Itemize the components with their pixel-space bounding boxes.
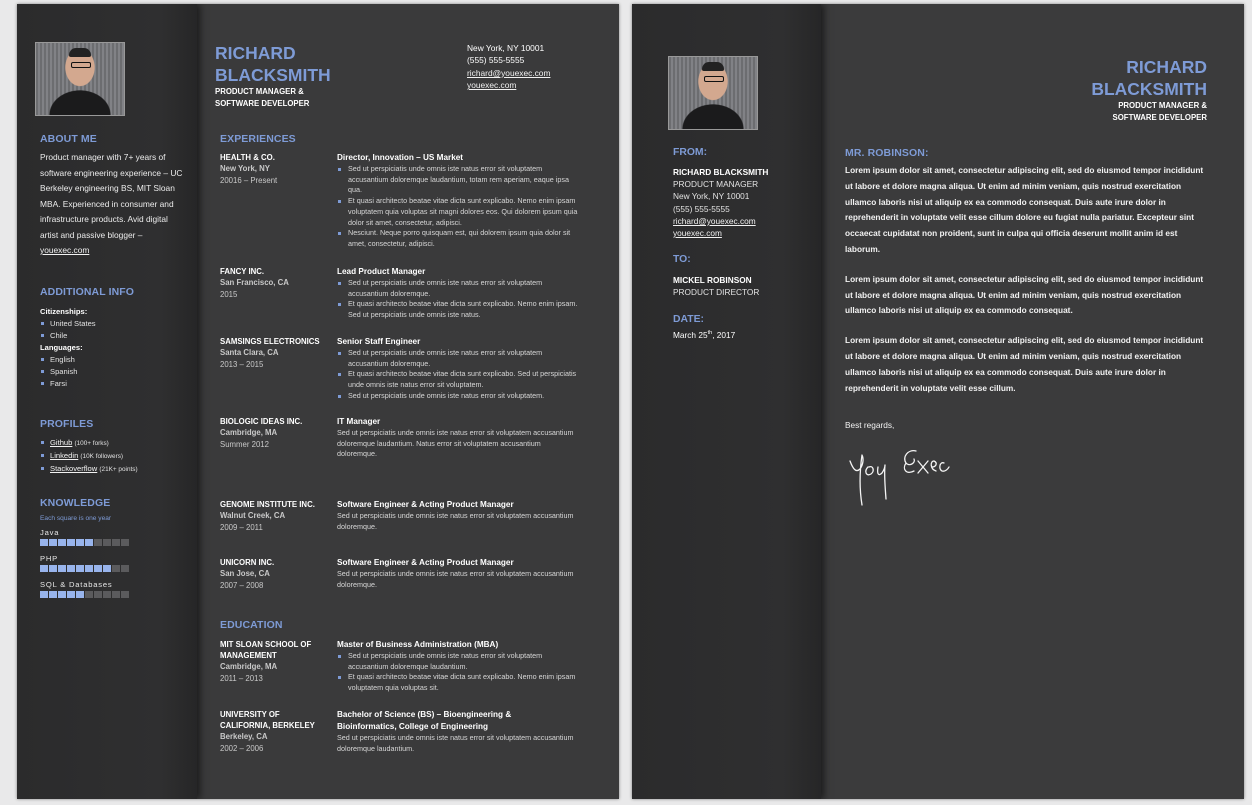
to-block xyxy=(673,274,813,298)
recipient-name: MICKEL ROBINSON xyxy=(673,275,752,285)
contact-block xyxy=(467,42,550,92)
skill-year-square xyxy=(112,565,120,572)
sender-role: PRODUCT MANAGER xyxy=(673,179,759,190)
phone: (555) 555-5555 xyxy=(467,55,525,66)
profile-link[interactable]: Github xyxy=(50,438,73,447)
role-title: Software Engineer & Acting Product Manager xyxy=(337,558,514,567)
skill-year-square xyxy=(85,539,93,546)
bullet: Et quasi architecto beatae vitae dicta sunt explicabo. Nemo enim ipsam voluptatem quia voluptas sit. xyxy=(337,672,579,693)
role-title: Lead Product Manager xyxy=(337,267,426,276)
bullet: Sed ut perspiciatis unde omnis iste natus error sit voluptatem accusantium doloremque. xyxy=(337,348,579,369)
skill-year-square xyxy=(121,565,129,572)
skill-years-bar xyxy=(40,565,180,572)
additional-info xyxy=(40,306,185,390)
skill-year-square xyxy=(67,591,75,598)
profile-link[interactable]: Stackoverflow xyxy=(50,464,98,473)
school-name-line-1: UNIVERSITY OF xyxy=(220,710,280,719)
bullet: Et quasi architecto beatae vitae dicta sunt explicabo. Sed ut perspiciatis unde omnis iste natus error sit voluptatem. xyxy=(337,369,579,390)
degree-description: Sed ut perspiciatis unde omnis iste natus error sit voluptatem accusantium doloremque laudantium. xyxy=(337,733,574,753)
to-label: TO: xyxy=(673,254,691,265)
role-description: Sed ut perspiciatis unde omnis iste natus error sit voluptatem accusantium doloremque. xyxy=(337,569,574,589)
employment-dates: Summer 2012 xyxy=(220,439,269,449)
role-title: Software Engineer & Acting Product Manager xyxy=(337,500,514,509)
list-item: Chile xyxy=(40,330,185,342)
letter-date xyxy=(673,327,735,341)
citizenships-label: Citizenships: xyxy=(40,307,88,316)
skill-year-square xyxy=(112,591,120,598)
sender-email-link[interactable]: richard@youexec.com xyxy=(673,215,756,226)
company-name: UNICORN INC. xyxy=(220,558,275,567)
degree-title-line-1: Bachelor of Science (BS) – Bioengineering & xyxy=(337,710,512,719)
letter-sidebar xyxy=(632,4,821,799)
languages-label: Languages: xyxy=(40,343,83,352)
employment-dates: 2013 – 2015 xyxy=(220,359,264,369)
role-title: Senior Staff Engineer xyxy=(337,337,421,346)
sender-name: RICHARD BLACKSMITH xyxy=(673,167,769,177)
skill-row xyxy=(40,528,180,546)
address: New York, NY 10001 xyxy=(467,43,545,53)
list-item: Spanish xyxy=(40,366,185,378)
bullet: Sed ut perspiciatis unde omnis iste natus error sit voluptatem accusantium doloremque. xyxy=(337,278,579,299)
company-name: SAMSINGS ELECTRONICS xyxy=(220,337,320,346)
about-link[interactable]: youexec.com xyxy=(40,245,90,255)
resume-header xyxy=(215,42,331,109)
skill-year-square xyxy=(40,565,48,572)
skills-list xyxy=(40,528,180,606)
bullet: Et quasi architecto beatae vitae dicta sunt explicabo. Nemo enim ipsam. Sed ut perspiciatis unde omnis iste natus. xyxy=(337,299,579,320)
company-location: Santa Clara, CA xyxy=(220,348,279,357)
resume-sidebar xyxy=(17,4,197,799)
resume-page xyxy=(17,4,619,799)
profile-link[interactable]: Linkedin xyxy=(50,451,79,460)
bullet: Sed ut perspiciatis unde omnis iste natus error sit voluptatem. xyxy=(337,391,579,402)
skill-name: PHP xyxy=(40,554,59,563)
sender-address: New York, NY 10001 xyxy=(673,191,750,202)
bullet: Sed ut perspiciatis unde omnis iste natus error sit voluptatem accusantium doloremque laudantium, totam rem aperiam, eaque ipsa qua. xyxy=(337,164,579,196)
role-bullets xyxy=(337,278,579,321)
about-text xyxy=(40,150,185,259)
skill-name: Java xyxy=(40,528,60,537)
bullet: Nesciunt. Neque porro quisquam est, qui dolorem ipsum quia dolor sit amet, consectetur, adipisci. xyxy=(337,228,579,249)
skill-year-square xyxy=(58,591,66,598)
employment-dates: 20016 – Present xyxy=(220,175,278,185)
skill-year-square xyxy=(40,591,48,598)
email-link[interactable]: richard@youexec.com xyxy=(467,67,551,78)
skill-year-square xyxy=(67,565,75,572)
role-bullets xyxy=(337,348,579,402)
skill-year-square xyxy=(94,539,102,546)
company-location: New York, NY xyxy=(220,164,270,173)
education-heading: EDUCATION xyxy=(220,619,283,631)
skill-year-square xyxy=(103,591,111,598)
closing: Best regards, xyxy=(845,420,895,430)
profile-photo xyxy=(35,42,125,116)
date-label: DATE: xyxy=(673,314,704,325)
name-line-1: RICHARD xyxy=(1126,57,1207,77)
date-suffix: th xyxy=(707,330,713,336)
citizenships-list xyxy=(40,318,185,342)
skill-year-square xyxy=(58,565,66,572)
signature xyxy=(844,439,964,514)
knowledge-note: Each square is one year xyxy=(40,515,112,522)
school-name-line-2: MANAGEMENT xyxy=(220,651,277,660)
name-line-2: BLACKSMITH xyxy=(1091,79,1207,99)
skill-year-square xyxy=(85,565,93,572)
from-block xyxy=(673,166,813,239)
company-location: Cambridge, MA xyxy=(220,428,278,437)
employment-dates: 2007 – 2008 xyxy=(220,580,264,590)
company-location: Walnut Creek, CA xyxy=(220,511,286,520)
skill-years-bar xyxy=(40,539,180,546)
school-name-line-1: MIT SLOAN SCHOOL OF xyxy=(220,640,312,649)
date-month-day: March 25 xyxy=(673,329,708,340)
skill-year-square xyxy=(58,539,66,546)
skill-year-square xyxy=(67,539,75,546)
skill-year-square xyxy=(121,591,129,598)
profiles-heading: PROFILES xyxy=(40,418,94,430)
paragraph: Lorem ipsum dolor sit amet, consectetur adipiscing elit, sed do eiusmod tempor incididunt ut labore et dolore magna aliqua. Ut enim ad minim veniam, quis nostrud exercitation ullamco laboris nisi ut aliquip ex ea commodo consequat. xyxy=(845,273,1204,316)
job-title-line-1: PRODUCT MANAGER & xyxy=(1118,101,1207,110)
recipient-role: PRODUCT DIRECTOR xyxy=(673,287,760,298)
sender-website-link[interactable]: youexec.com xyxy=(673,228,722,239)
profile-note: (100+ forks) xyxy=(74,440,109,447)
role-description: Sed ut perspiciatis unde omnis iste natus error sit voluptatem accusantium doloremque. xyxy=(337,511,574,531)
bullet: Et quasi architecto beatae vitae dicta sunt explicabo. Nemo enim ipsam voluptatem quia voluptas sit magni dolores eos. Qui dolorem ipsum quia dolor sit amet, consectetur, adipisci. xyxy=(337,196,579,228)
company-name: HEALTH & CO. xyxy=(220,153,275,162)
paragraph: Lorem ipsum dolor sit amet, consectetur adipiscing elit, sed do eiusmod tempor incididunt ut labore et dolore magna aliqua. Ut enim ad minim veniam, quis nostrud exercitation ullamco laboris nisi ut aliquip ex ea commodo consequat. Duis aute irure dolor in reprehenderit in voluptate velit esse cillum dolore eu fugiat nulla pariatur. Excepteur sint occaecat cupidatat non proident, sunt in culpa qui officia deserunt mollit anim id est laborum. xyxy=(845,165,1204,254)
skill-year-square xyxy=(103,565,111,572)
profile-linkedin xyxy=(40,450,190,463)
letter-header xyxy=(1091,56,1207,123)
skill-year-square xyxy=(49,565,57,572)
skill-year-square xyxy=(76,591,84,598)
job-title-line-1: PRODUCT MANAGER & xyxy=(215,87,304,96)
skill-year-square xyxy=(40,539,48,546)
job-title-line-2: SOFTWARE DEVELOPER xyxy=(1112,112,1207,122)
skill-row xyxy=(40,554,180,572)
profile-photo xyxy=(668,56,758,130)
skill-year-square xyxy=(112,539,120,546)
role-description: Sed ut perspiciatis unde omnis iste natus error sit voluptatem accusantium doloremque laudantium. Natus error sit voluptatem accusantium doloremque. xyxy=(337,428,574,459)
profile-note: (21K+ points) xyxy=(99,466,138,473)
skill-row xyxy=(40,580,180,598)
profile-github xyxy=(40,437,190,450)
additional-info-heading: ADDITIONAL INFO xyxy=(40,286,135,298)
profiles-list xyxy=(40,437,190,476)
knowledge-heading: KNOWLEDGE xyxy=(40,497,111,509)
profile-note: (10K followers) xyxy=(80,453,124,460)
bullet: Sed ut perspiciatis unde omnis iste natus error sit voluptatem accusantium doloremque laudantium. xyxy=(337,651,579,672)
school-name-line-2: CALIFORNIA, BERKELEY xyxy=(220,721,315,730)
role-title: IT Manager xyxy=(337,417,381,426)
school-dates: 2002 – 2006 xyxy=(220,743,264,753)
employment-dates: 2009 – 2011 xyxy=(220,522,263,532)
school-location: Cambridge, MA xyxy=(220,662,278,671)
role-bullets xyxy=(337,164,579,250)
company-location: San Francisco, CA xyxy=(220,278,289,287)
languages-list xyxy=(40,354,185,390)
list-item: English xyxy=(40,354,185,366)
letter-body xyxy=(845,163,1205,410)
date-year: , 2017 xyxy=(712,329,736,340)
list-item: Farsi xyxy=(40,378,185,390)
skill-year-square xyxy=(121,539,129,546)
list-item: United States xyxy=(40,318,185,330)
name-line-1: RICHARD xyxy=(215,43,296,63)
company-name: GENOME INSTITUTE INC. xyxy=(220,500,315,509)
company-name: BIOLOGIC IDEAS INC. xyxy=(220,417,303,426)
sender-phone: (555) 555-5555 xyxy=(673,203,730,214)
degree-title: Master of Business Administration (MBA) xyxy=(337,640,499,649)
skill-year-square xyxy=(85,591,93,598)
from-label: FROM: xyxy=(673,147,708,158)
skill-years-bar xyxy=(40,591,180,598)
skill-year-square xyxy=(49,539,57,546)
school-location: Berkeley, CA xyxy=(220,732,268,741)
company-location: San Jose, CA xyxy=(220,569,270,578)
skill-name: SQL & Databases xyxy=(40,580,113,589)
name-line-2: BLACKSMITH xyxy=(215,65,331,85)
salutation: MR. ROBINSON: xyxy=(845,147,929,159)
job-title-line-2: SOFTWARE DEVELOPER xyxy=(215,98,310,108)
skill-year-square xyxy=(103,539,111,546)
skill-year-square xyxy=(49,591,57,598)
website-link[interactable]: youexec.com xyxy=(467,80,517,91)
about-heading: ABOUT ME xyxy=(40,133,97,145)
cover-letter-page xyxy=(632,4,1244,799)
employment-dates: 2015 xyxy=(220,289,238,299)
experiences-heading: EXPERIENCES xyxy=(220,133,296,145)
profile-stackoverflow xyxy=(40,463,190,476)
skill-year-square xyxy=(94,591,102,598)
degree-title-line-2: Bioinformatics, College of Engineering xyxy=(337,722,489,731)
company-name: FANCY INC. xyxy=(220,267,265,276)
degree-bullets xyxy=(337,651,579,694)
school-dates: 2011 – 2013 xyxy=(220,673,263,683)
about-body: Product manager with 7+ years of software engineering experience – UC Berkeley engineering BS, MIT Sloan MBA. Experienced in consumer and infrastructure products. Avid digital artist and passive blogger – xyxy=(40,152,183,240)
skill-year-square xyxy=(94,565,102,572)
skill-year-square xyxy=(76,539,84,546)
paragraph: Lorem ipsum dolor sit amet, consectetur adipiscing elit, sed do eiusmod tempor incididunt ut labore et dolore magna aliqua. Ut enim ad minim veniam, quis nostrud exercitation ullamco laboris nisi ut aliquip ex ea commodo consequat. Duis aute irure dolor in reprehenderit in voluptate velit esse cillum. xyxy=(845,335,1204,393)
skill-year-square xyxy=(76,565,84,572)
role-title: Director, Innovation – US Market xyxy=(337,153,464,162)
